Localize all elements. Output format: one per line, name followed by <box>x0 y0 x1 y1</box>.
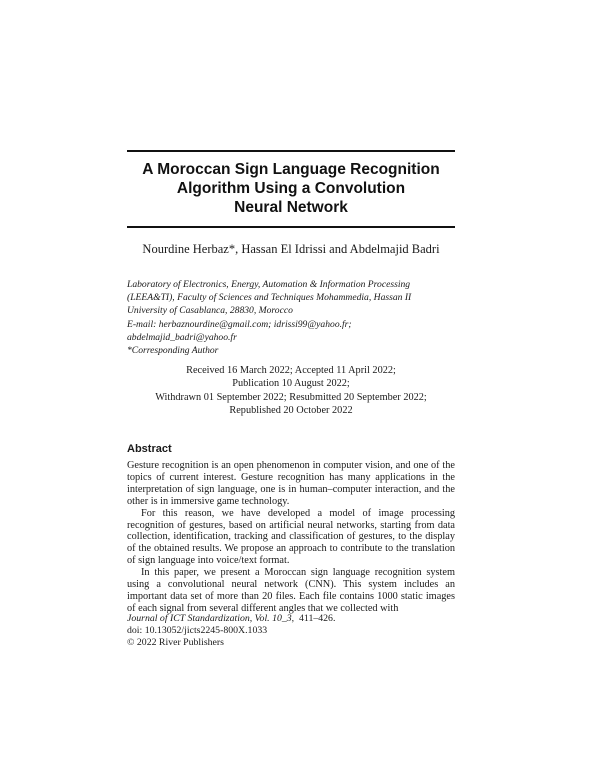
footer <box>127 613 455 648</box>
affiliation-line: (LEEA&TI), Faculty of Sciences and Techniques Mohammedia, Hassan II <box>127 292 412 304</box>
dates-line: Withdrawn 01 September 2022; Resubmitted 20 September 2022; <box>155 391 427 403</box>
paper-title <box>127 160 455 217</box>
abstract-paragraph: For this reason, we have developed a model of image processing recognition of gestures, based on artificial neural networks, starting from data collection, identification, tracking and classification of gestures, to the display of the obtained results. We propose an approach to contribute to the translation of sign language into voice/text format. <box>127 507 455 567</box>
abstract-body <box>127 460 455 615</box>
abstract-paragraph: Gesture recognition is an open phenomenon in computer vision, and one of the topics of current interest. Gesture recognition has many applications in the interpretation of sign language, one is in human–computer interaction, and the other is in immersive game technology. <box>127 460 455 507</box>
email-line: abdelmajid_badri@yahoo.fr <box>127 331 237 343</box>
doi: doi: 10.13052/jicts2245-800X.1033 <box>127 624 268 636</box>
abstract-heading: Abstract <box>127 443 172 455</box>
title-line-1: A Moroccan Sign Language Recognition <box>142 161 440 178</box>
corresponding-author-note: *Corresponding Author <box>127 345 219 357</box>
email-line: E-mail: herbaznourdine@gmail.com; idrissi99@yahoo.fr; <box>127 318 352 330</box>
affiliation <box>127 278 457 357</box>
copyright: © 2022 River Publishers <box>127 636 224 648</box>
authors: Nourdine Herbaz*, Hassan El Idrissi and Abdelmajid Badri <box>142 242 440 256</box>
affiliation-line: University of Casablanca, 28830, Morocco <box>127 305 293 317</box>
dates-line: Republished 20 October 2022 <box>229 405 353 417</box>
dates-line: Received 16 March 2022; Accepted 11 April 2022; <box>186 365 396 376</box>
title-rule-bottom <box>127 226 455 228</box>
title-line-3: Neural Network <box>234 199 348 216</box>
abstract-paragraph: In this paper, we present a Moroccan sign language recognition system using a convolutional neural network (CNN). This system includes an important data set of more than 20 files. Each file contains 1000 static images of each signal from several different angles that we collected with <box>127 567 455 614</box>
journal-name: Journal of ICT Standardization, Vol. 10_3, <box>127 613 295 624</box>
title-line-2: Algorithm Using a Convolution <box>176 180 406 197</box>
journal-citation <box>127 613 455 625</box>
title-rule-top <box>127 150 455 152</box>
page-range: 411–426. <box>299 613 336 624</box>
history-dates <box>127 364 455 418</box>
dates-line: Publication 10 August 2022; <box>232 378 350 390</box>
affiliation-line: Laboratory of Electronics, Energy, Automation & Information Processing <box>127 279 411 290</box>
